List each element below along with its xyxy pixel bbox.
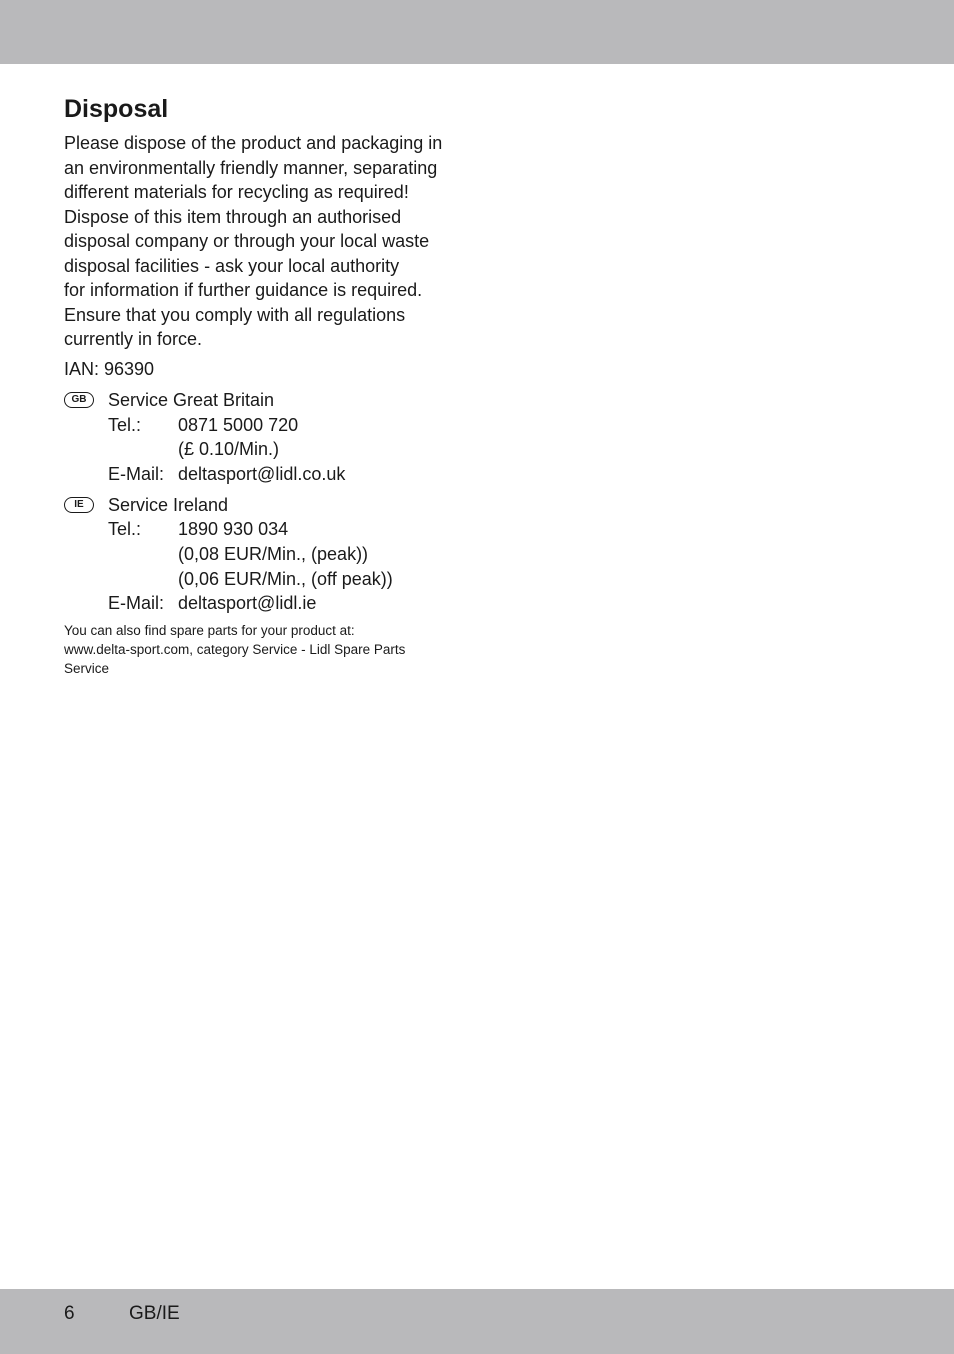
disposal-paragraph [64, 131, 464, 352]
paragraph-line: disposal facilities - ask your local authority [64, 255, 400, 276]
service-ie-tel-label: Tel.: [108, 519, 142, 539]
service-ie-rate-offpeak: (0,06 EUR/Min., (off peak)) [178, 569, 393, 589]
ian-number: IAN: 96390 [64, 359, 155, 379]
paragraph-line: Dispose of this item through an authorised [64, 206, 402, 227]
gb-country-badge-icon: GB [64, 392, 94, 408]
service-ie-title: Service Ireland [108, 495, 229, 515]
service-ie-rate-peak: (0,08 EUR/Min., (peak)) [178, 544, 369, 564]
service-gb-title: Service Great Britain [108, 390, 275, 410]
service-gb-email: deltasport@lidl.co.uk [178, 464, 346, 484]
service-gb-tel: 0871 5000 720 [178, 415, 299, 435]
spare-parts-line: www.delta-sport.com, category Service - Lidl Spare Parts [64, 642, 406, 657]
paragraph-line: an environmentally friendly manner, separating [64, 157, 438, 178]
footer-language: GB/IE [129, 1303, 180, 1324]
service-ie-email-label: E-Mail: [108, 593, 165, 613]
paragraph-line: for information if further guidance is required. [64, 280, 423, 300]
service-gb-tel-label: Tel.: [108, 415, 142, 435]
service-gb-rate: (£ 0.10/Min.) [178, 439, 280, 459]
paragraph-line: disposal company or through your local waste [64, 231, 430, 251]
paragraph-line: currently in force. [64, 329, 203, 349]
spare-parts-line: You can also find spare parts for your product at: [64, 623, 355, 638]
paragraph-line: Please dispose of the product and packaging in [64, 133, 443, 153]
page-number: 6 [64, 1303, 75, 1324]
service-ie-tel: 1890 930 034 [178, 519, 289, 539]
spare-parts-line: Service [64, 661, 110, 676]
service-ie-email: deltasport@lidl.ie [178, 593, 317, 613]
ie-country-badge-icon: IE [64, 497, 94, 513]
service-gb-email-label: E-Mail: [108, 464, 165, 484]
section-title: Disposal [64, 95, 169, 123]
spare-parts-note [64, 621, 444, 678]
header-band [0, 0, 954, 64]
paragraph-line: different materials for recycling as required! [64, 182, 409, 202]
paragraph-line: Ensure that you comply with all regulations [64, 304, 406, 325]
